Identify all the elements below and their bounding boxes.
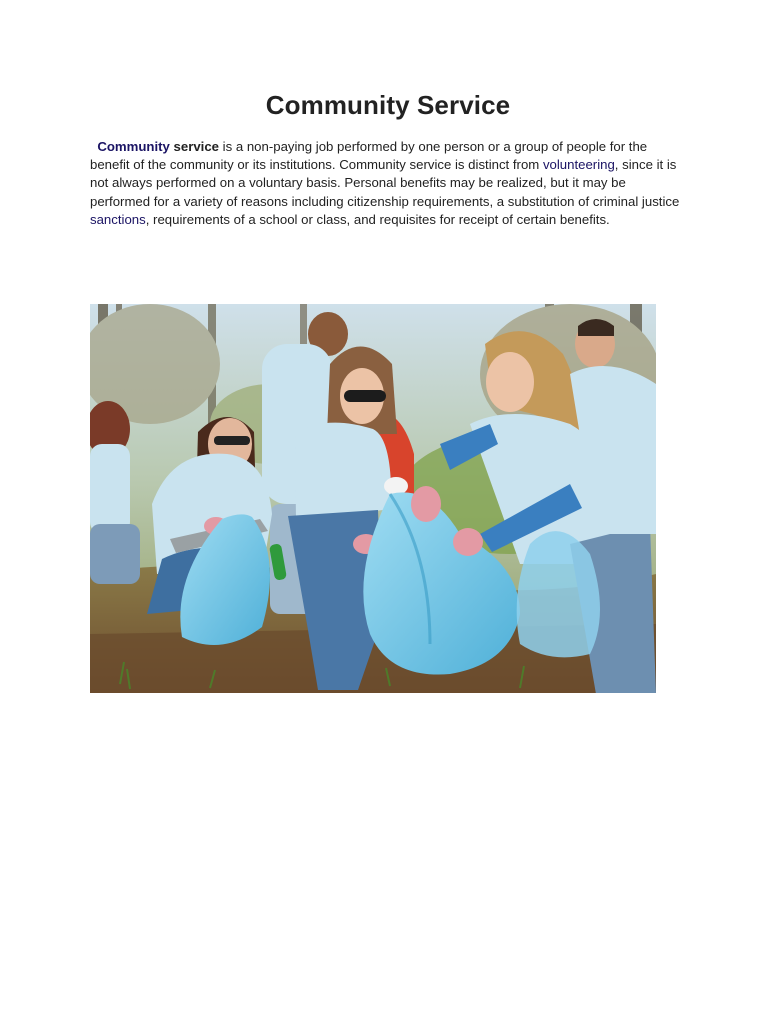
paragraph-text-2: , since it is not always performed on a voluntary basis. Personal benefits may be realized, but it may be performed for a variety of reasons including citizenship requirements, a substitution of criminal justice — [90, 157, 680, 209]
volunteering-link[interactable]: volunteering — [542, 157, 615, 173]
volunteers-photo — [90, 304, 656, 693]
lead-term-community: Community — [97, 139, 170, 154]
page-title: Community Service — [265, 90, 511, 120]
lead-term-service: service — [173, 139, 219, 154]
sanctions-link[interactable]: sanctions — [90, 211, 146, 227]
intro-paragraph — [90, 138, 682, 229]
paragraph-text-1: is a non-paying job performed by one person or a group of people for the benefit of the community or its institutions. Community service is distinct from — [90, 139, 648, 173]
paragraph-text-3: , requirements of a school or class, and requisites for receipt of certain benefits. — [145, 211, 610, 227]
